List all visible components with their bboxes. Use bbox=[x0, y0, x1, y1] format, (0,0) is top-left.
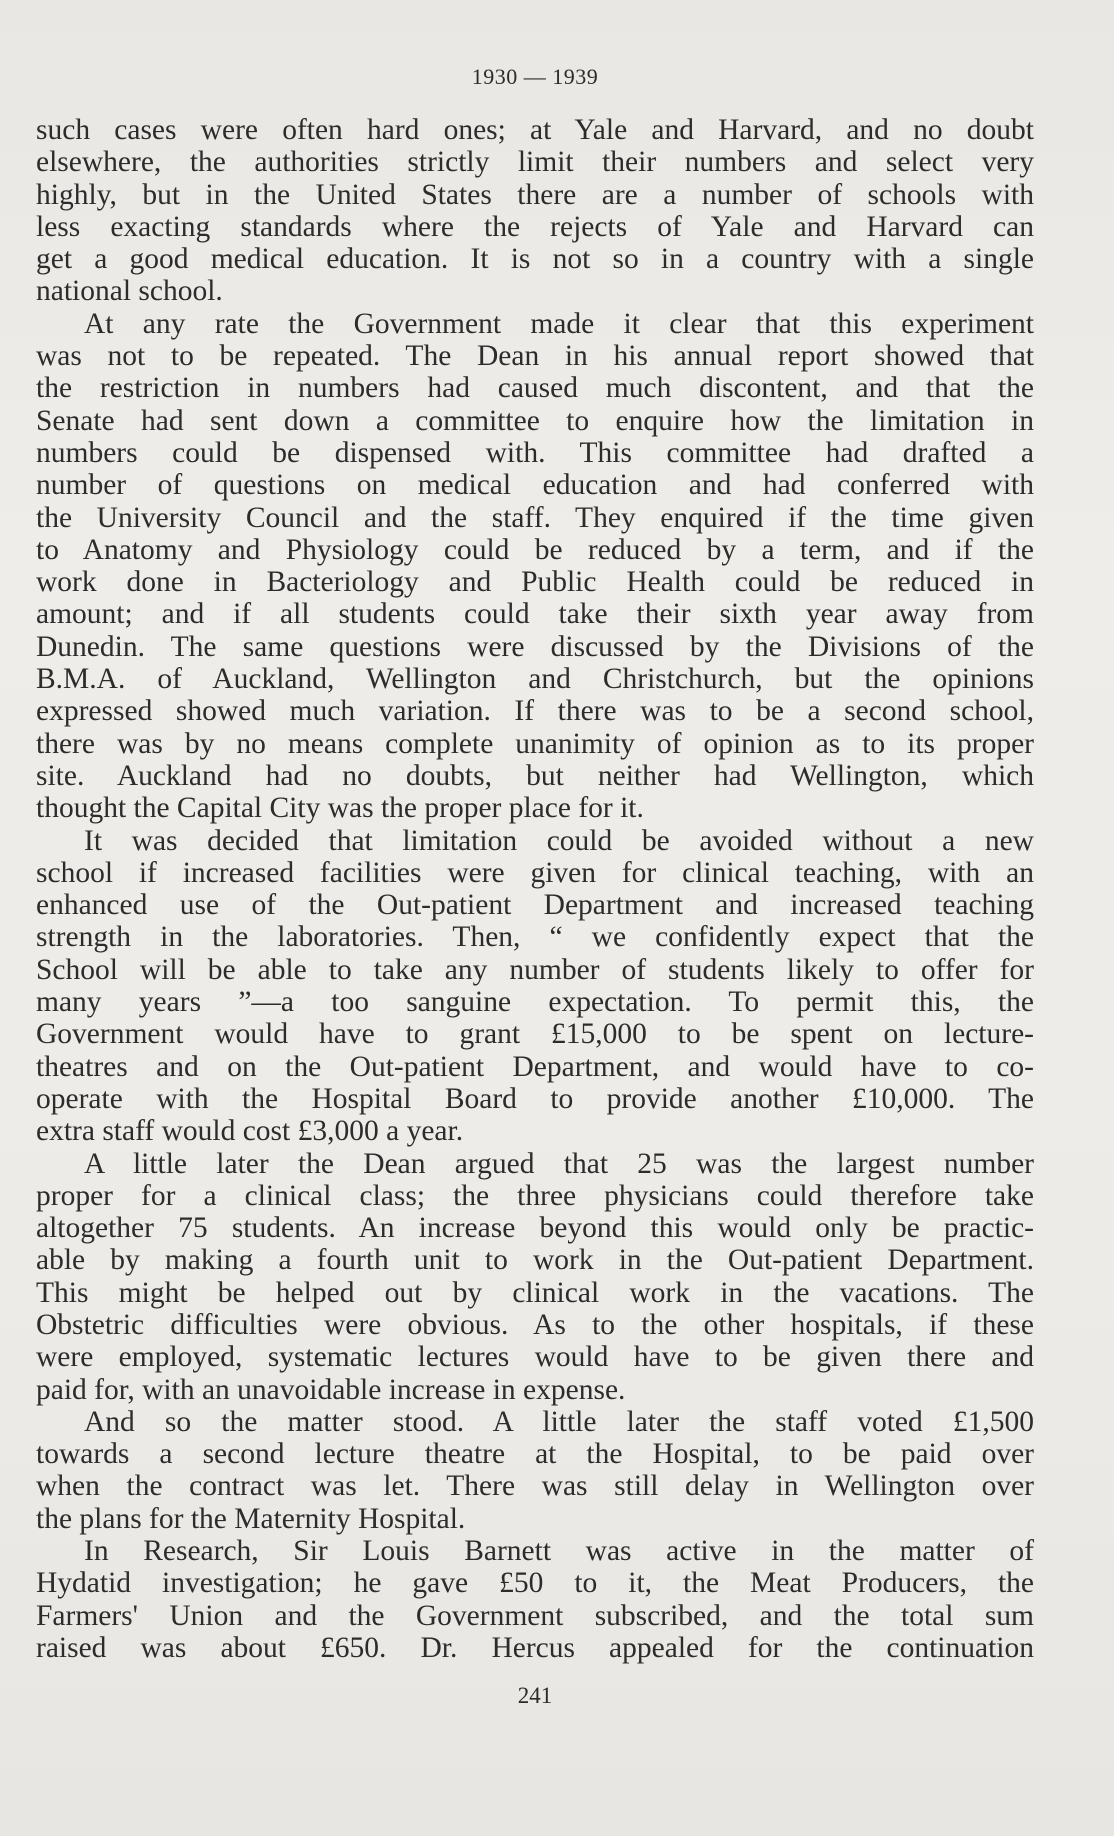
text-line: many years ”—a too sanguine expectation. To permit this, the bbox=[36, 986, 1034, 1019]
text-line: strength in the laboratories. Then, “ we confidently expect that the bbox=[36, 921, 1034, 954]
text-line: the plans for the Maternity Hospital. bbox=[36, 1502, 466, 1535]
text-line: It was decided that limitation could be avoided without a new bbox=[84, 824, 1034, 857]
text-line: towards a second lecture theatre at the Hospital, to be paid over bbox=[36, 1438, 1034, 1471]
text-line: raised was about £650. Dr. Hercus appealed for the continuation bbox=[36, 1631, 1034, 1664]
text-line: B.M.A. of Auckland, Wellington and Christchurch, but the opinions bbox=[36, 663, 1034, 696]
text-line: A little later the Dean argued that 25 was the largest number bbox=[84, 1147, 1034, 1180]
text-line: such cases were often hard ones; at Yale and Harvard, and no doubt bbox=[36, 114, 1034, 146]
text-line: was not to be repeated. The Dean in his annual report showed that bbox=[36, 340, 1034, 373]
text-line: work done in Bacteriology and Public Health could be reduced in bbox=[36, 566, 1034, 599]
text-line: Hydatid investigation; he gave £50 to it, the Meat Producers, the bbox=[36, 1567, 1034, 1600]
text-line: Government would have to grant £15,000 to be spent on lecture- bbox=[36, 1018, 1034, 1051]
text-line: numbers could be dispensed with. This committee had drafted a bbox=[36, 436, 1034, 469]
text-line: enhanced use of the Out-patient Department and increased teaching bbox=[36, 889, 1034, 922]
paragraph bbox=[36, 1148, 1034, 1406]
text-line: when the contract was let. There was still delay in Wellington over bbox=[36, 1470, 1034, 1503]
text-line: This might be helped out by clinical work in the vacations. The bbox=[36, 1276, 1034, 1309]
text-line: highly, but in the United States there are a number of schools with bbox=[36, 178, 1034, 211]
text-line: school if increased facilities were given for clinical teaching, with an bbox=[36, 856, 1034, 889]
text-line: And so the matter stood. A little later the staff voted £1,500 bbox=[84, 1405, 1034, 1438]
text-line: theatres and on the Out-patient Department, and would have to co- bbox=[36, 1050, 1034, 1083]
text-line: number of questions on medical education and had conferred with bbox=[36, 469, 1034, 502]
text-line: amount; and if all students could take their sixth year away from bbox=[36, 598, 1034, 631]
page-number: 241 bbox=[517, 1683, 553, 1708]
text-line: were employed, systematic lectures would have to be given there and bbox=[36, 1341, 1034, 1374]
text-line: Obstetric difficulties were obvious. As to the other hospitals, if these bbox=[36, 1308, 1034, 1341]
text-line: School will be able to take any number of students likely to offer for bbox=[36, 953, 1034, 986]
text-line: the restriction in numbers had caused much discontent, and that the bbox=[36, 372, 1034, 405]
paragraph bbox=[36, 825, 1034, 1148]
text-line: proper for a clinical class; the three physicians could therefore take bbox=[36, 1179, 1034, 1212]
body-text bbox=[36, 114, 1034, 1664]
text-line: elsewhere, the authorities strictly limit their numbers and select very bbox=[36, 146, 1034, 179]
text-line: there was by no means complete unanimity of opinion as to its proper bbox=[36, 727, 1034, 760]
paragraph bbox=[36, 114, 1034, 308]
paragraph bbox=[36, 1535, 1034, 1664]
text-line: operate with the Hospital Board to provide another £10,000. The bbox=[36, 1082, 1034, 1115]
text-line: Senate had sent down a committee to enquire how the limitation in bbox=[36, 404, 1034, 437]
text-line: Dunedin. The same questions were discussed by the Divisions of the bbox=[36, 630, 1034, 663]
text-line: able by making a fourth unit to work in the Out-patient Department. bbox=[36, 1244, 1034, 1277]
text-line: At any rate the Government made it clear that this experiment bbox=[84, 307, 1034, 340]
text-line: thought the Capital City was the proper place for it. bbox=[36, 792, 644, 825]
text-line: site. Auckland had no doubts, but neither had Wellington, which bbox=[36, 759, 1034, 792]
paragraph bbox=[36, 1406, 1034, 1535]
paragraph bbox=[36, 308, 1034, 825]
text-line: get a good medical education. It is not so in a country with a single bbox=[36, 243, 1034, 276]
text-line: national school. bbox=[36, 275, 223, 308]
text-line: paid for, with an unavoidable increase in expense. bbox=[36, 1373, 626, 1406]
text-line: extra staff would cost £3,000 a year. bbox=[36, 1115, 464, 1148]
text-line: In Research, Sir Louis Barnett was active in the matter of bbox=[84, 1535, 1034, 1568]
text-line: Farmers' Union and the Government subscribed, and the total sum bbox=[36, 1599, 1034, 1632]
text-line: expressed showed much variation. If there was to be a second school, bbox=[36, 695, 1034, 728]
text-line: the University Council and the staff. They enquired if the time given bbox=[36, 501, 1034, 534]
text-line: to Anatomy and Physiology could be reduced by a term, and if the bbox=[36, 533, 1034, 566]
running-header: 1930 — 1939 bbox=[471, 64, 599, 89]
text-line: less exacting standards where the rejects of Yale and Harvard can bbox=[36, 210, 1034, 243]
text-line: altogether 75 students. An increase beyond this would only be practic- bbox=[36, 1212, 1034, 1245]
